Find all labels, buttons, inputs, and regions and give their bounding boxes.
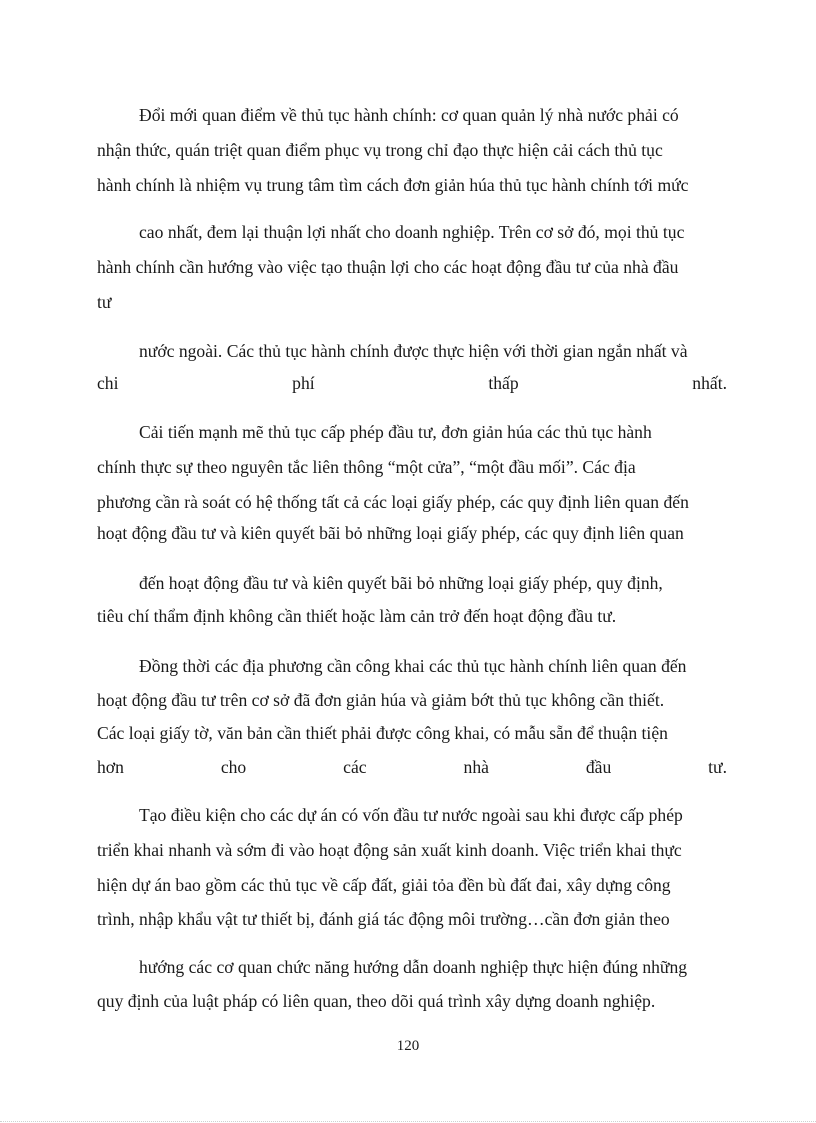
text-line: nước ngoài. Các thủ tục hành chính được thực hiện với thời gian ngắn nhất và <box>139 341 688 361</box>
word: tư. <box>708 757 727 777</box>
word: hơn <box>97 757 124 777</box>
text-line: Cải tiến mạnh mẽ thủ tục cấp phép đầu tư, đơn giản húa các thủ tục hành <box>139 422 652 442</box>
text-line: Tạo điều kiện cho các dự án có vốn đầu tư nước ngoài sau khi được cấp phép <box>139 805 683 825</box>
word: đầu <box>585 757 612 777</box>
text-line: Các loại giấy tờ, văn bản cần thiết phải được công khai, có mẫu sẵn để thuận tiện <box>97 723 668 743</box>
page-bottom-rule <box>0 1121 816 1122</box>
text-line: trình, nhập khẩu vật tư thiết bị, đánh giá tác động môi trường…cần đơn giản theo <box>97 909 670 929</box>
word: các <box>343 757 367 777</box>
text-line: phương cần rà soát có hệ thống tất cả các loại giấy phép, các quy định liên quan đến <box>97 492 689 512</box>
text-line: hiện dự án bao gồm các thủ tục về cấp đất, giải tỏa đền bù đất đai, xây dựng công <box>97 875 671 895</box>
text-line: hành chính cần hướng vào việc tạo thuận lợi cho các hoạt động đầu tư của nhà đầu <box>97 257 679 277</box>
text-line: quy định của luật pháp có liên quan, theo dõi quá trình xây dựng doanh nghiệp. <box>97 991 656 1011</box>
text-line: hoạt động đầu tư trên cơ sở đã đơn giản húa và giảm bớt thủ tục không cần thiết. <box>97 690 665 710</box>
word: chi <box>97 373 119 393</box>
text-line: hướng các cơ quan chức năng hướng dẫn doanh nghiệp thực hiện đúng những <box>139 957 688 977</box>
word: nhất. <box>692 373 727 393</box>
text-line: hành chính là nhiệm vụ trung tâm tìm cách đơn giản húa thủ tục hành chính tới mức <box>97 175 689 195</box>
page-number: 120 <box>396 1038 420 1054</box>
word: cho <box>220 757 247 777</box>
text-line: tiêu chí thẩm định không cần thiết hoặc làm cản trở đến hoạt động đầu tư. <box>97 606 617 626</box>
text-line: Đồng thời các địa phương cần công khai các thủ tục hành chính liên quan đến <box>139 656 687 676</box>
word: phí <box>292 373 315 393</box>
text-line: chính thực sự theo nguyên tắc liên thông “một cửa”, “một đầu mối”. Các địa <box>97 457 636 477</box>
text-line: tư <box>97 292 112 312</box>
text-line: cao nhất, đem lại thuận lợi nhất cho doanh nghiệp. Trên cơ sở đó, mọi thủ tục <box>139 222 685 242</box>
justified-line <box>97 372 727 394</box>
text-line: đến hoạt động đầu tư và kiên quyết bãi bỏ những loại giấy phép, quy định, <box>139 573 663 593</box>
text-line: nhận thức, quán triệt quan điểm phục vụ trong chỉ đạo thực hiện cải cách thủ tục <box>97 140 663 160</box>
text-line: triển khai nhanh và sớm đi vào hoạt động sản xuất kinh doanh. Việc triển khai thực <box>97 840 682 860</box>
justified-line <box>97 756 727 778</box>
text-line: Đổi mới quan điểm về thủ tục hành chính: cơ quan quản lý nhà nước phải có <box>139 105 679 125</box>
word: nhà <box>463 757 489 777</box>
word: thấp <box>488 373 519 393</box>
text-line: hoạt động đầu tư và kiên quyết bãi bỏ những loại giấy phép, các quy định liên quan <box>97 523 684 543</box>
